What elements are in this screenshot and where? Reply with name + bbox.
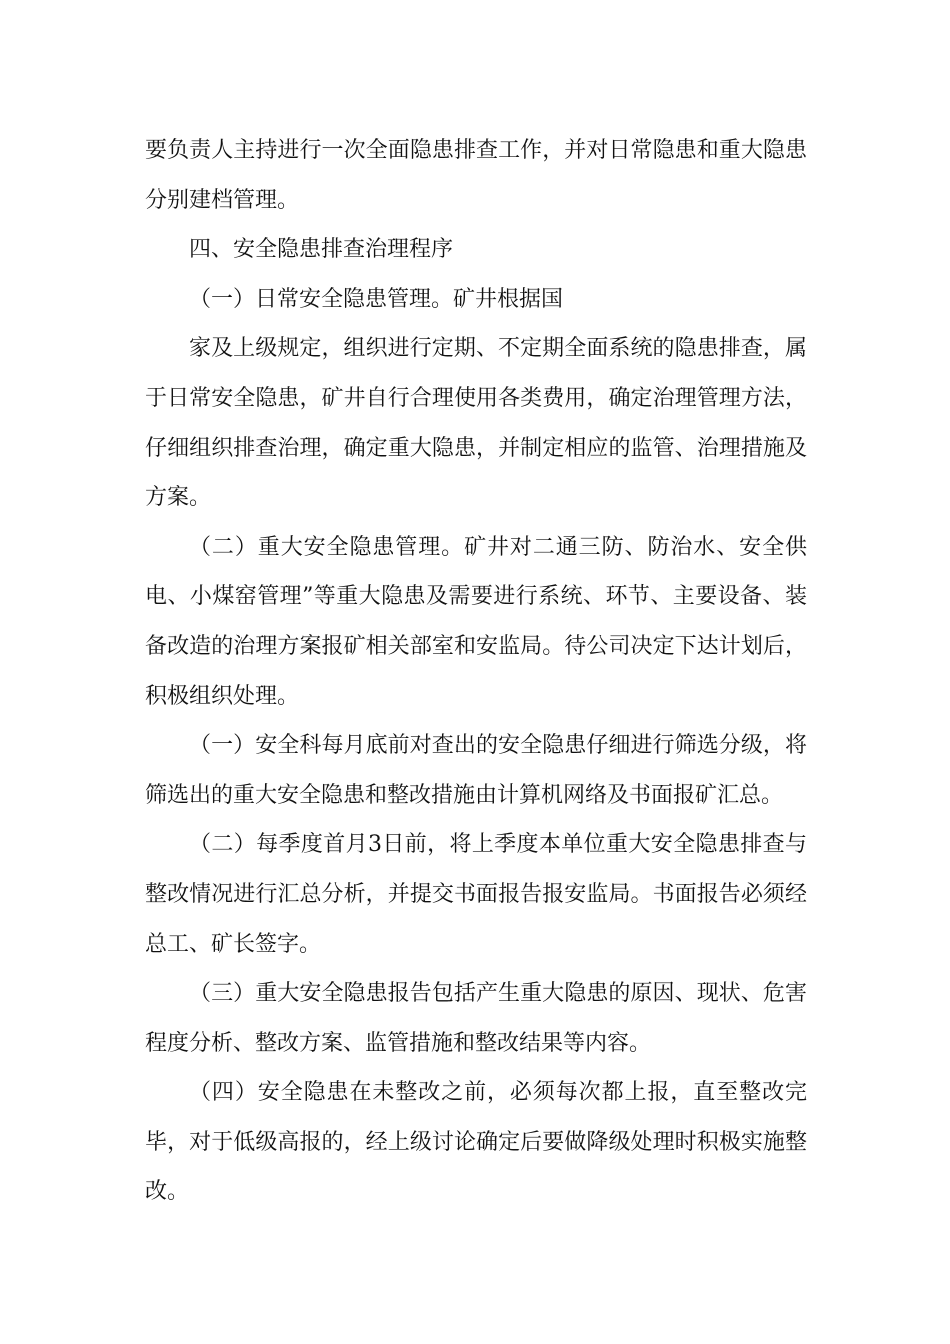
document-body [145, 126, 807, 1217]
paragraph-5: （二）重大安全隐患管理。矿井对二通三防、防治水、安全供电、小煤窑管理”等重大隐患及需要进行系统、环节、主要设备、装备改造的治理方案报矿相关部室和安监局。待公司决定下达计划后，积极组织处理。 [145, 534, 807, 709]
paragraph-8: （三）重大安全隐患报告包括产生重大隐患的原因、现状、危害程度分析、整改方案、监管措施和整改结果等内容。 [145, 981, 807, 1056]
paragraph-4: 家及上级规定，组织进行定期、不定期全面系统的隐患排查，属于日常安全隐患，矿井自行合理使用各类费用，确定治理管理方法，仔细组织排查治理，确定重大隐患，并制定相应的监管、治理措施及方案。 [145, 336, 807, 511]
paragraph-7: （二）每季度首月3日前，将上季度本单位重大安全隐患排查与整改情况进行汇总分析，并提交书面报告报安监局。书面报告必须经总工、矿长签字。 [145, 832, 807, 957]
paragraph-6: （一）安全科每月底前对查出的安全隐患仔细进行筛选分级，将筛选出的重大安全隐患和整改措施由计算机网络及书面报矿汇总。 [145, 733, 807, 808]
paragraph-9: （四）安全隐患在未整改之前，必须每次都上报，直至整改完毕，对于低级高报的，经上级讨论确定后要做降级处理时积极实施整改。 [145, 1080, 807, 1205]
paragraph-1: 要负责人主持进行一次全面隐患排查工作，并对日常隐患和重大隐患分别建档管理。 [145, 138, 807, 213]
section-heading-4: 四、安全隐患排查治理程序 [189, 237, 454, 263]
paragraph-3: （一）日常安全隐患管理。矿井根据国 [189, 286, 564, 312]
